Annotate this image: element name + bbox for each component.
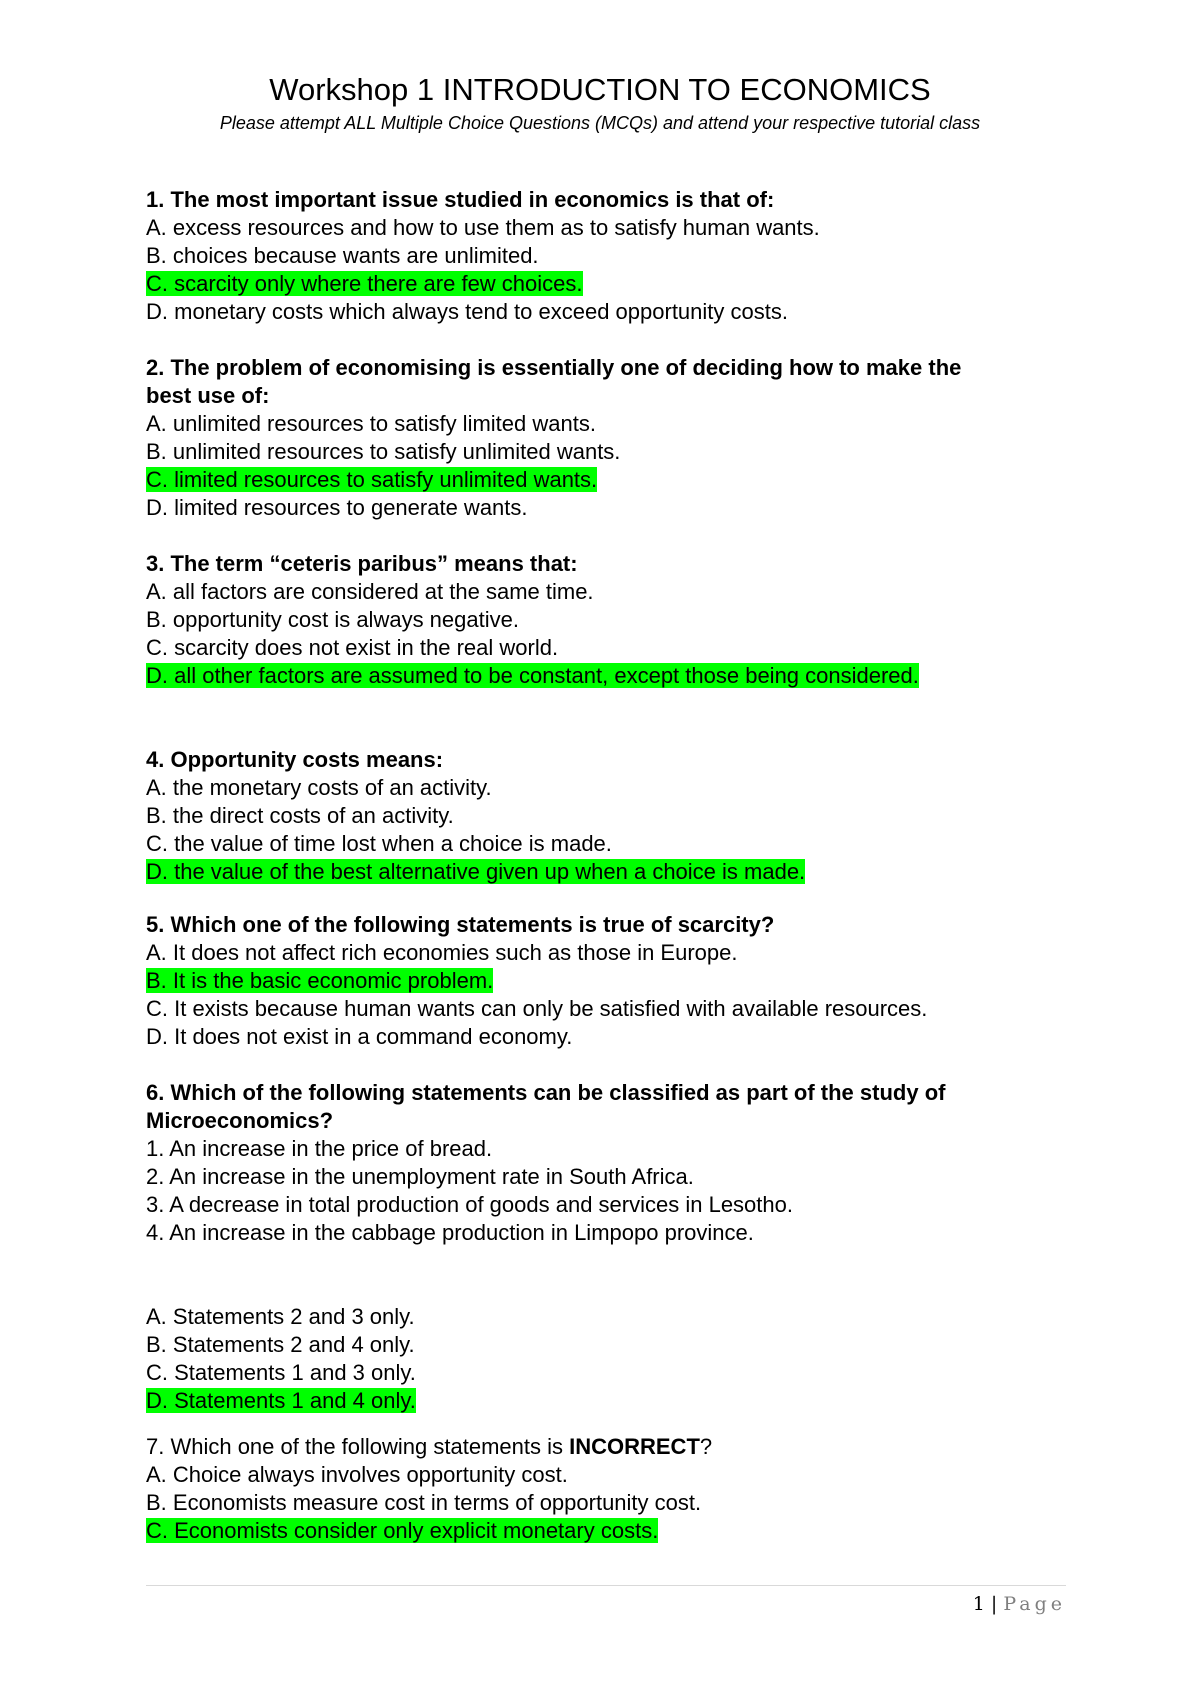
option-3c: C. scarcity does not exist in the real world. — [146, 635, 559, 660]
option-6b: B. Statements 2 and 4 only. — [146, 1332, 415, 1357]
question-4-text: 4. Opportunity costs means: — [146, 747, 444, 772]
option-7b: B. Economists measure cost in terms of opportunity cost. — [146, 1490, 702, 1515]
question-3-text: 3. The term “ceteris paribus” means that: — [146, 551, 578, 576]
question-6-text-line1: 6. Which of the following statements can be classified as part of the study of — [146, 1080, 946, 1105]
highlighted-answer: C. scarcity only where there are few choices. — [146, 271, 583, 296]
option-6a: A. Statements 2 and 3 only. — [146, 1304, 415, 1329]
option-2d: D. limited resources to generate wants. — [146, 495, 528, 520]
question-2-text-line2: best use of: — [146, 383, 270, 408]
question-5 — [146, 911, 1066, 1051]
highlighted-answer: D. all other factors are assumed to be constant, except those being considered. — [146, 663, 919, 688]
footer-separator: | — [990, 1593, 998, 1615]
option-1b: B. choices because wants are unlimited. — [146, 243, 539, 268]
highlighted-answer: D. the value of the best alternative given up when a choice is made. — [146, 859, 806, 884]
highlighted-answer: C. Economists consider only explicit monetary costs. — [146, 1518, 659, 1543]
page-label: Page — [1003, 1593, 1066, 1615]
option-1d: D. monetary costs which always tend to exceed opportunity costs. — [146, 299, 788, 324]
option-3b: B. opportunity cost is always negative. — [146, 607, 519, 632]
document-header — [0, 70, 1200, 134]
option-2a: A. unlimited resources to satisfy limited wants. — [146, 411, 596, 436]
question-4 — [146, 746, 1066, 886]
question-6-text-line2: Microeconomics? — [146, 1108, 334, 1133]
question-7 — [146, 1433, 1066, 1545]
option-7a: A. Choice always involves opportunity cost. — [146, 1462, 568, 1487]
option-5c: C. It exists because human wants can only be satisfied with available resources. — [146, 996, 928, 1021]
option-4a: A. the monetary costs of an activity. — [146, 775, 492, 800]
option-7c — [146, 1517, 1066, 1545]
option-4c: C. the value of time lost when a choice is made. — [146, 831, 612, 856]
page-number: 1 — [972, 1593, 985, 1615]
statement-3: 3. A decrease in total production of goods and services in Lesotho. — [146, 1192, 793, 1217]
question-2 — [146, 354, 1066, 522]
highlighted-answer: D. Statements 1 and 4 only. — [146, 1388, 416, 1413]
option-2c — [146, 466, 1066, 494]
option-3a: A. all factors are considered at the same time. — [146, 579, 594, 604]
option-4b: B. the direct costs of an activity. — [146, 803, 454, 828]
footer-divider — [146, 1585, 1066, 1586]
question-list — [146, 186, 1066, 1545]
option-3d — [146, 662, 1066, 690]
option-1a: A. excess resources and how to use them as to satisfy human wants. — [146, 215, 820, 240]
option-4d — [146, 858, 1066, 886]
option-6c: C. Statements 1 and 3 only. — [146, 1360, 416, 1385]
document-title: Workshop 1 INTRODUCTION TO ECONOMICS — [269, 72, 931, 107]
option-1c — [146, 270, 1066, 298]
statement-1: 1. An increase in the price of bread. — [146, 1136, 493, 1161]
question-2-text-line1: 2. The problem of economising is essentially one of deciding how to make the — [146, 355, 962, 380]
option-2b: B. unlimited resources to satisfy unlimited wants. — [146, 439, 621, 464]
question-5-text: 5. Which one of the following statements is true of scarcity? — [146, 912, 775, 937]
question-3 — [146, 550, 1066, 690]
question-7-text: 7. Which one of the following statements is INCORRECT? — [146, 1434, 713, 1459]
document-subtitle: Please attempt ALL Multiple Choice Questions (MCQs) and attend your respective tutorial class — [219, 113, 981, 133]
option-5d: D. It does not exist in a command economy. — [146, 1024, 573, 1049]
option-5b — [146, 967, 1066, 995]
highlighted-answer: B. It is the basic economic problem. — [146, 968, 494, 993]
statement-2: 2. An increase in the unemployment rate in South Africa. — [146, 1164, 694, 1189]
incorrect-emphasis: INCORRECT — [569, 1434, 700, 1459]
question-1-text: 1. The most important issue studied in economics is that of: — [146, 187, 775, 212]
option-6d — [146, 1387, 1066, 1415]
question-6 — [146, 1079, 1066, 1415]
highlighted-answer: C. limited resources to satisfy unlimited wants. — [146, 467, 598, 492]
page-footer — [973, 1592, 1066, 1616]
option-5a: A. It does not affect rich economies such as those in Europe. — [146, 940, 738, 965]
question-1 — [146, 186, 1066, 326]
statement-4: 4. An increase in the cabbage production in Limpopo province. — [146, 1220, 754, 1245]
